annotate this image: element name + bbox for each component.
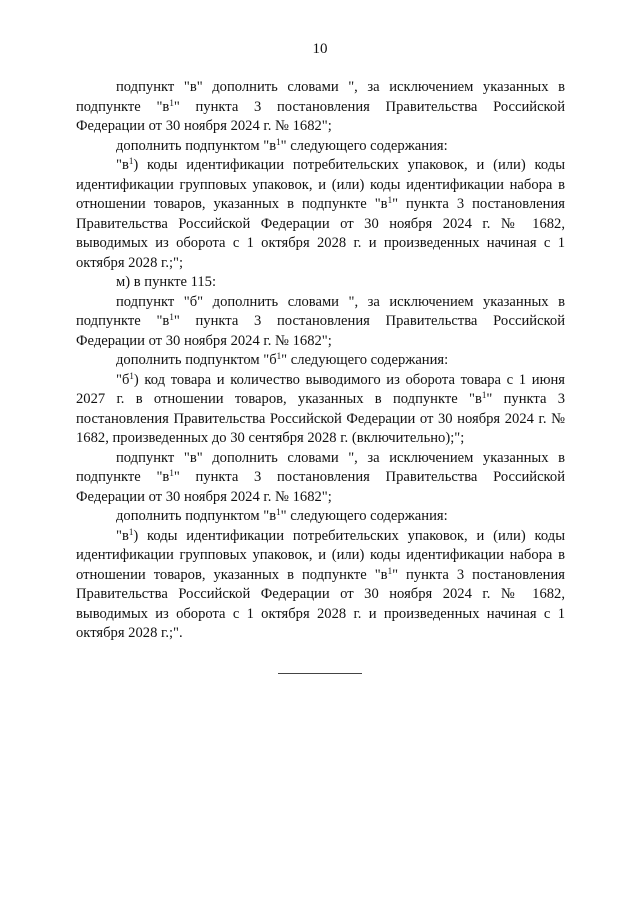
- superscript: 1: [169, 312, 174, 322]
- text-run: подпункт "в" дополнить словами ", за исключением указанных в подпункте "в: [76, 449, 565, 485]
- page-number: 10: [312, 41, 328, 57]
- text-run: ) коды идентификации потребительских упаковок, и (или) коды идентификации групповых упаковок, и (или) коды идентификации набора в отношении товаров, указанных в подпункте "в: [76, 157, 565, 212]
- superscript: 1: [129, 370, 134, 381]
- text-run: дополнить подпунктом "б: [116, 352, 277, 368]
- paragraph: [76, 527, 565, 644]
- superscript: 1: [169, 97, 174, 108]
- text-run: " следующего содержания:: [280, 137, 448, 154]
- paragraph: [76, 507, 565, 527]
- text-run: " пункта 3 постановления Правительства Российской Федерации от 30 ноября 2024 г. № 1682";: [76, 98, 566, 134]
- end-divider: [278, 673, 362, 674]
- superscript: 1: [128, 156, 134, 166]
- text-run: подпункт "в" дополнить словами ", за исключением указанных в подпункте "в: [76, 79, 565, 115]
- text-run: ) коды идентификации потребительских упаковок, и (или) коды идентификации групповых упаковок, и (или) коды идентификации набора в отношении товаров, указанных в подпункте "в: [76, 527, 565, 583]
- superscript: 1: [276, 136, 281, 147]
- text-run: " пункта 3 постановления Правительства Российской Федерации от 30 ноября 2024 г. № 1682";: [76, 469, 566, 505]
- superscript: 1: [128, 526, 134, 537]
- text-run: " следующего содержания:: [280, 508, 448, 524]
- superscript: 1: [276, 351, 282, 361]
- text-run: дополнить подпунктом "в: [116, 508, 277, 524]
- text-run: " пункта 3 постановления Правительства Российской Федерации от 30 ноября 2024 г. № 1682";: [76, 313, 566, 349]
- superscript: 1: [387, 565, 393, 576]
- text-run: подпункт "б" дополнить словами ", за исключением указанных в подпункте "в: [76, 293, 565, 329]
- superscript: 1: [169, 468, 174, 478]
- superscript: 1: [276, 507, 281, 517]
- text-run: дополнить подпунктом "в: [116, 137, 277, 154]
- paragraph: [76, 449, 565, 508]
- text-run: " пункта 3 постановления Правительства Российской Федерации от 30 ноября 2024 г. № 1682, произведенных до 30 сентября 2028 г. (включительно);";: [76, 391, 565, 446]
- text-run: "б: [116, 371, 130, 388]
- paragraph: [76, 293, 565, 352]
- paragraph: [76, 137, 565, 157]
- paragraph: [76, 371, 565, 449]
- text-run: " пункта 3 постановления Правительства Российской Федерации от 30 ноября 2024 г. № 1682, выводимых из оборота с 1 октября 2028 г. и произведенных начиная с 1 октября 2028 г.;";: [76, 196, 565, 271]
- paragraph: [76, 351, 565, 371]
- paragraph: [76, 273, 565, 293]
- paragraph: [76, 156, 565, 273]
- text-run: ) код товара и количество выводимого из оборота товара с 1 июня 2027 г. в отношении товаров, указанных в подпункте "в: [76, 371, 565, 407]
- text-run: "в: [116, 157, 129, 173]
- superscript: 1: [387, 195, 393, 205]
- text-run: " пункта 3 постановления Правительства Российской Федерации от 30 ноября 2024 г. № 1682, выводимых из оборота с 1 октября 2028 г. и произведенных начиная с 1 октября 2028 г.;".: [76, 566, 565, 641]
- text-run: м) в пункте 115:: [116, 274, 217, 290]
- text-run: " следующего содержания:: [281, 352, 449, 368]
- document-body: [76, 78, 565, 644]
- superscript: 1: [481, 390, 487, 400]
- text-run: "в: [116, 527, 129, 544]
- paragraph: [76, 78, 565, 137]
